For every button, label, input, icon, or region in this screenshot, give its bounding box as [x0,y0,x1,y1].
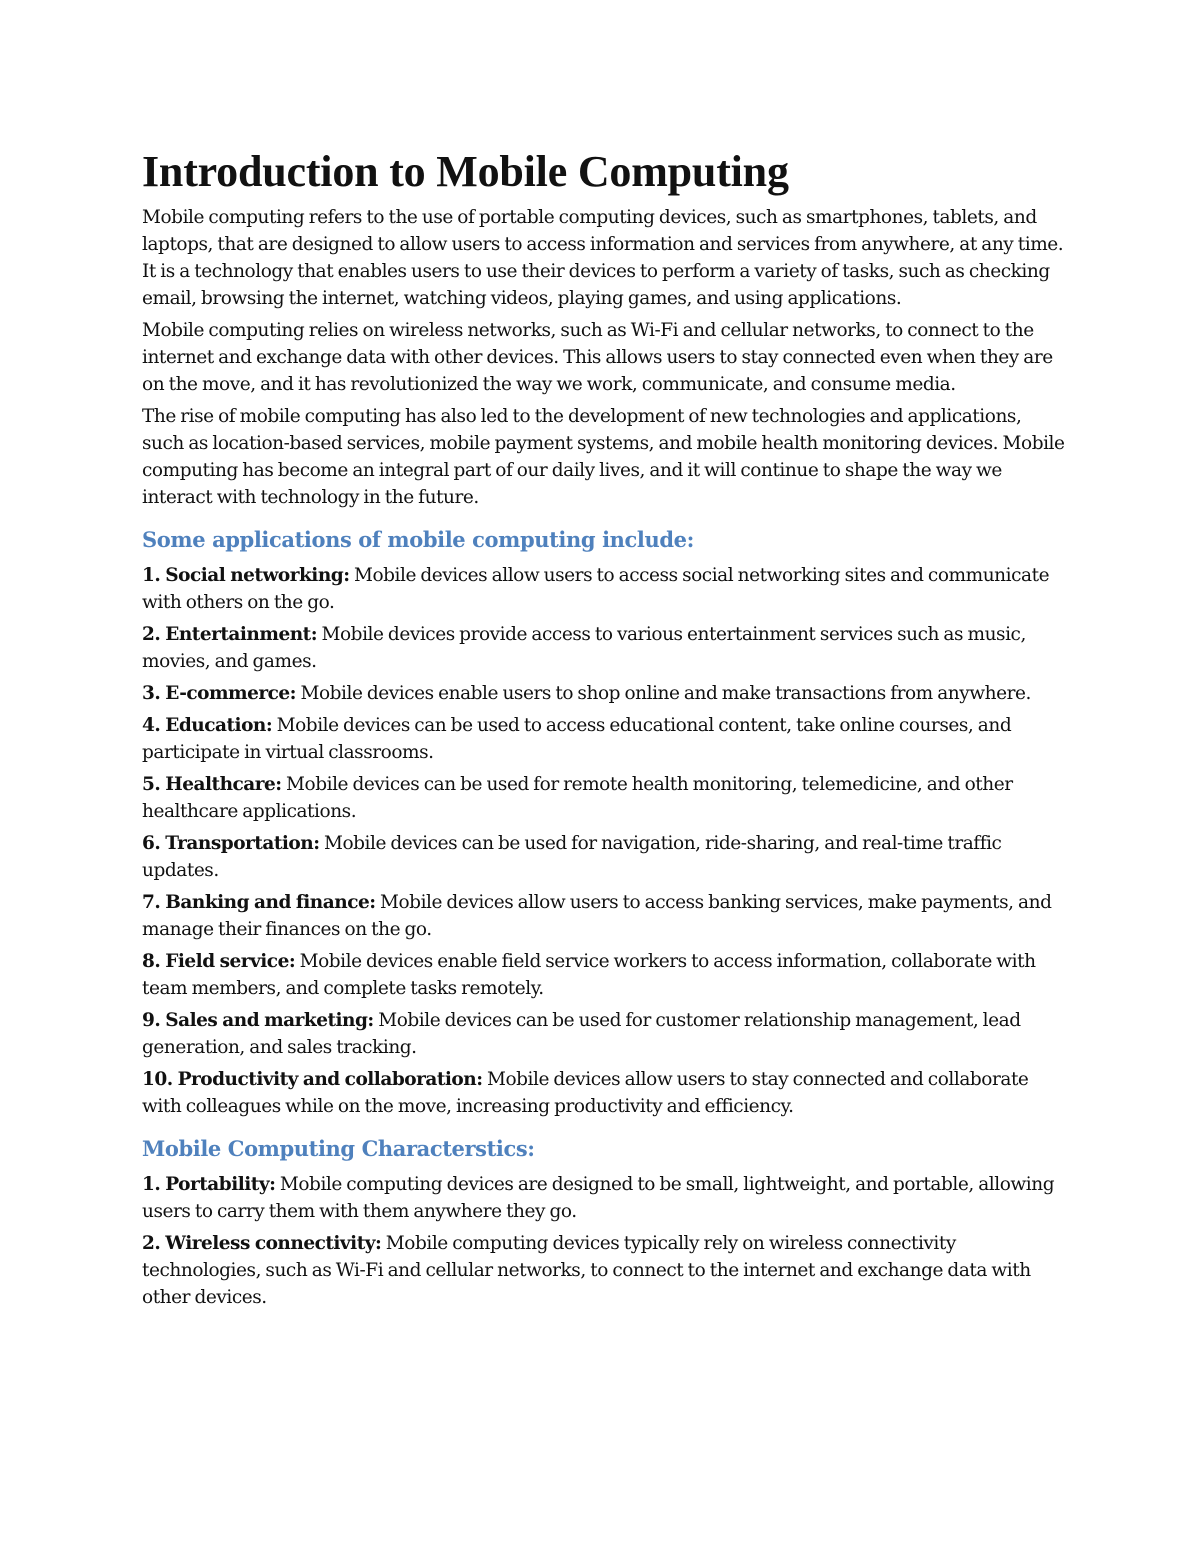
list-item-term: 1. Portability: [142,1174,276,1195]
list-item-text: Mobile devices provide access to various entertainment services such as music, movies, and games. [142,624,1026,672]
list-item [142,1171,1067,1225]
list-item-term: 3. E-commerce: [142,683,297,704]
list-item [142,1066,1067,1120]
list-item-term: 4. Education: [142,715,273,736]
characteristics-list [142,1171,1067,1311]
list-item-term: 2. Wireless connectivity: [142,1233,382,1254]
list-item-term: 6. Transportation: [142,833,320,854]
list-item-text: Mobile computing devices typically rely on wireless connectivity technologies, such as Wi-Fi and cellular networks, to connect to the internet and exchange data with other devices. [142,1233,1031,1308]
list-item [142,562,1067,616]
list-item [142,1230,1067,1311]
list-item [142,680,1067,707]
list-item-text: Mobile devices can be used for remote health monitoring, telemedicine, and other healthcare applications. [142,774,1013,822]
list-item [142,830,1067,884]
list-item-text: Mobile devices allow users to access social networking sites and communicate with others on the go. [142,565,1050,613]
list-item [142,712,1067,766]
list-item-text: Mobile devices allow users to access banking services, make payments, and manage their finances on the go. [142,892,1052,940]
list-item-term: 7. Banking and finance: [142,892,376,913]
intro-paragraph: The rise of mobile computing has also led to the development of new technologies and applications, such as location-based services, mobile payment systems, and mobile health monitoring devices. Mobile computing has become an integral part of our daily lives, and it will continue to shape the way we interact with technology in the future. [142,406,1065,508]
list-item-text: Mobile devices enable users to shop online and make transactions from anywhere. [296,683,1031,704]
list-item-text: Mobile devices can be used for navigation, ride-sharing, and real-time traffic updates. [142,833,1002,881]
list-item-term: 8. Field service: [142,951,296,972]
list-item [142,621,1067,675]
applications-heading: Some applications of mobile computing include: [142,527,694,552]
list-item-term: 10. Productivity and collaboration: [142,1069,483,1090]
list-item [142,889,1067,943]
document-body [142,142,1067,1316]
list-item-term: 9. Sales and marketing: [142,1010,374,1031]
intro-paragraph: Mobile computing refers to the use of portable computing devices, such as smartphones, tablets, and laptops, that are designed to allow users to access information and services from anywhere, at any time. It is a technology that enables users to use their devices to perform a variety of tasks, such as checking email, browsing the internet, watching videos, playing games, and using applications. [142,207,1064,309]
list-item-text: Mobile devices can be used to access educational content, take online courses, and participate in virtual classrooms. [142,715,1012,763]
list-item-term: 2. Entertainment: [142,624,318,645]
list-item [142,771,1067,825]
list-item [142,1007,1067,1061]
list-item-term: 1. Social networking: [142,565,350,586]
list-item-text: Mobile devices can be used for customer relationship management, lead generation, and sales tracking. [142,1010,1021,1058]
list-item-text: Mobile computing devices are designed to be small, lightweight, and portable, allowing users to carry them with them anywhere they go. [142,1174,1055,1222]
list-item-term: 5. Healthcare: [142,774,282,795]
characteristics-heading: Mobile Computing Characterstics: [142,1136,535,1161]
applications-list [142,562,1067,1120]
list-item-text: Mobile devices allow users to stay connected and collaborate with colleagues while on the move, increasing productivity and efficiency. [142,1069,1029,1117]
document-title: Introduction to Mobile Computing [142,147,789,196]
list-item [142,948,1067,1002]
list-item-text: Mobile devices enable field service workers to access information, collaborate with team members, and complete tasks remotely. [142,951,1036,999]
intro-paragraph: Mobile computing relies on wireless networks, such as Wi-Fi and cellular networks, to connect to the internet and exchange data with other devices. This allows users to stay connected even when they are on the move, and it has revolutionized the way we work, communicate, and consume media. [142,320,1053,395]
